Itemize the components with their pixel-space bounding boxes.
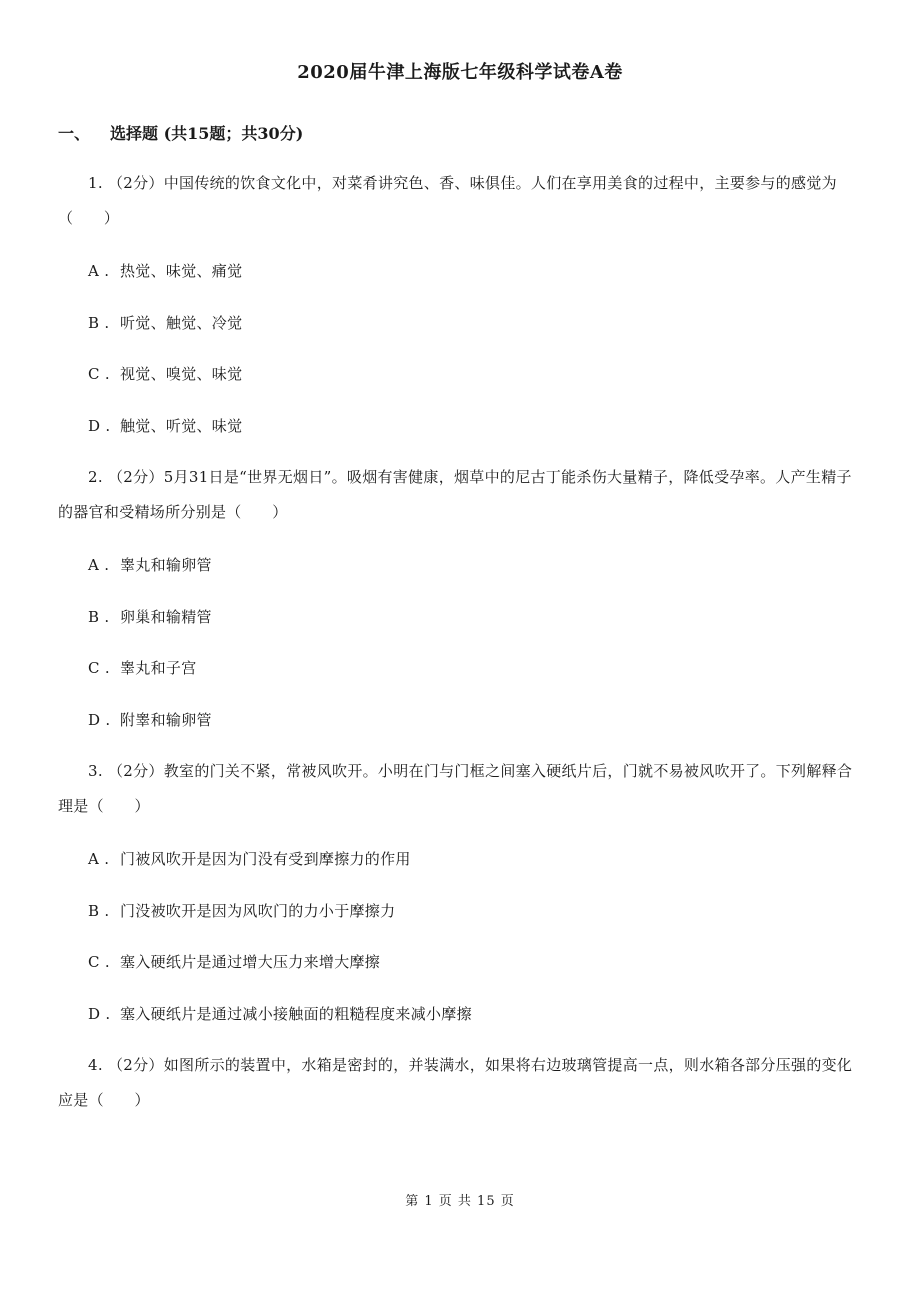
option-label: B . [88, 902, 110, 920]
section-number: 一、 [58, 124, 91, 143]
option-label: D . [88, 711, 111, 729]
option-text: 门没被吹开是因为风吹门的力小于摩擦力 [120, 902, 396, 920]
option-label: B . [88, 314, 110, 332]
option-text: 听觉、触觉、冷觉 [120, 314, 243, 332]
option-text: 门被风吹开是因为门没有受到摩擦力的作用 [120, 850, 411, 868]
option-label: B . [88, 608, 110, 626]
page-footer: 第 1 页 共 15 页 [405, 1194, 515, 1209]
question-2-option-a [88, 555, 212, 575]
question-4-stem: 4. （2分）如图所示的装置中，水箱是密封的，并装满水，如果将右边玻璃管提高一点，则水箱各部分压强的变化应是（ ） [58, 1056, 853, 1109]
option-text: 睾丸和子宫 [120, 659, 197, 677]
option-text: 触觉、听觉、味觉 [120, 417, 243, 435]
option-label: C . [88, 659, 110, 677]
option-text: 塞入硬纸片是通过增大压力来增大摩擦 [120, 953, 381, 971]
question-2-option-b [88, 607, 212, 627]
question-1-option-b [88, 313, 242, 333]
question-1-option-c [88, 364, 242, 384]
option-text: 卵巢和输精管 [120, 608, 212, 626]
question-3-option-b [88, 901, 395, 921]
option-label: A . [88, 556, 110, 574]
option-text: 热觉、味觉、痛觉 [120, 262, 243, 280]
option-label: C . [88, 365, 110, 383]
question-3-option-a [88, 849, 411, 869]
question-2-option-d [88, 710, 212, 730]
question-3-option-d [88, 1004, 472, 1024]
option-text: 睾丸和输卵管 [120, 556, 212, 574]
option-label: C . [88, 953, 110, 971]
option-text: 塞入硬纸片是通过减小接触面的粗糙程度来减小摩擦 [120, 1005, 472, 1023]
question-1-option-a [88, 261, 242, 281]
question-1-option-d [88, 416, 242, 436]
option-text: 视觉、嗅觉、味觉 [120, 365, 243, 383]
page-title: 2020届牛津上海版七年级科学试卷A卷 [297, 62, 623, 83]
option-label: D . [88, 1005, 111, 1023]
section-heading [58, 121, 303, 144]
option-label: A . [88, 850, 110, 868]
question-3-option-c [88, 952, 380, 972]
option-text: 附睾和输卵管 [120, 711, 212, 729]
question-3-stem: 3. （2分）教室的门关不紧，常被风吹开。小明在门与门框之间塞入硬纸片后，门就不易被风吹开了。下列解释合理是（ ） [58, 762, 853, 815]
option-label: D . [88, 417, 111, 435]
question-1-stem: 1. （2分）中国传统的饮食文化中，对菜肴讲究色、香、味俱佳。人们在享用美食的过程中，主要参与的感觉为 （ ） [58, 174, 837, 227]
section-label: 选择题 (共15题；共30分) [110, 124, 304, 143]
question-2-stem: 2. （2分）5月31日是“世界无烟日”。吸烟有害健康，烟草中的尼古丁能杀伤大量精子，降低受孕率。人产生精子的器官和受精场所分别是（ ） [58, 468, 852, 521]
option-label: A . [88, 262, 110, 280]
question-2-option-c [88, 658, 197, 678]
